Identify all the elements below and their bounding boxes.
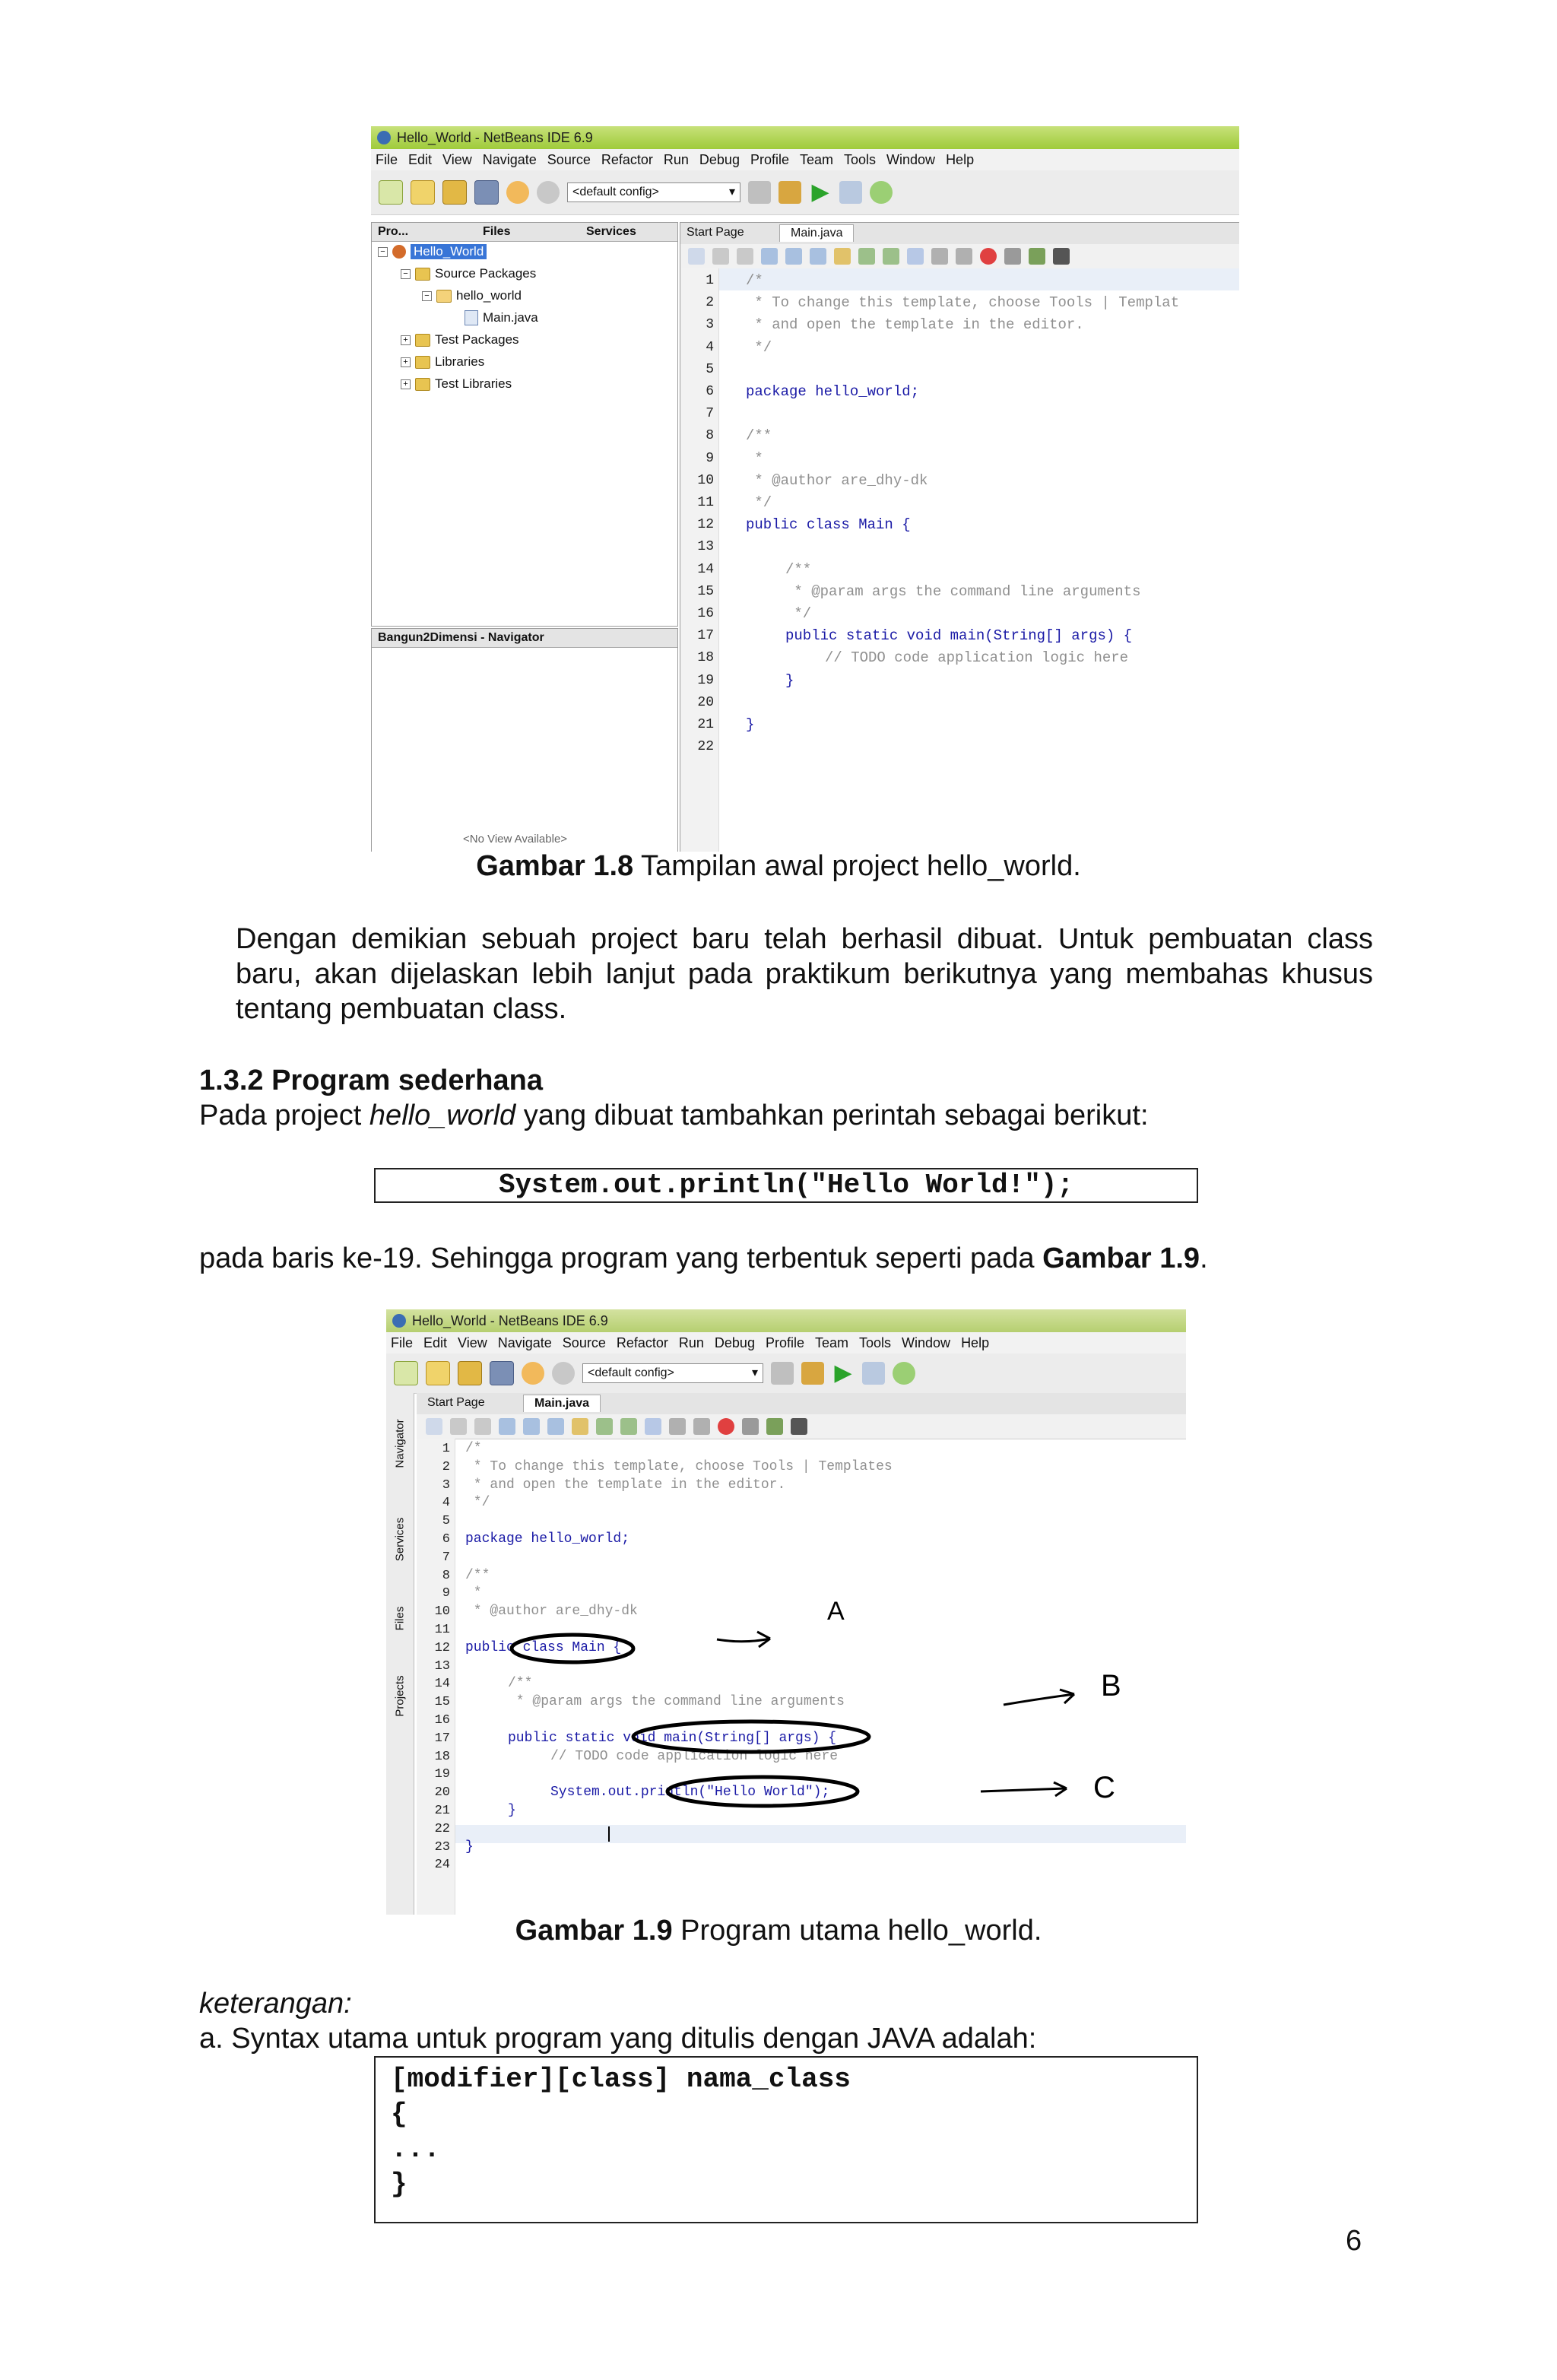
code-line: * @param args the command line arguments (785, 582, 1141, 600)
navigator-title: Bangun2Dimensi - Navigator (378, 631, 544, 644)
line-number: 8 (706, 428, 714, 444)
open-project-icon[interactable] (442, 180, 467, 205)
redo-icon[interactable] (537, 181, 560, 204)
code-line: /** (746, 427, 772, 445)
menu-item[interactable]: View (442, 151, 472, 167)
new-file-icon[interactable] (379, 180, 403, 205)
menu-item[interactable]: Help (961, 1334, 990, 1350)
collapse-icon[interactable]: − (422, 291, 432, 301)
line-number: 6 (706, 384, 714, 399)
editor-panel (680, 222, 1239, 852)
page-number: 6 (1346, 2225, 1362, 2257)
menu-item[interactable]: Debug (699, 151, 740, 167)
line-number: 12 (697, 517, 714, 533)
menu-item[interactable]: Navigate (482, 151, 537, 167)
line-number: 17 (434, 1731, 450, 1746)
arrow-a (717, 1632, 770, 1647)
code-line: package hello_world; (746, 383, 920, 400)
menu-item[interactable]: Window (886, 151, 936, 167)
code-line: * and open the template in the editor. (465, 1477, 786, 1493)
code-line: */ (465, 1495, 490, 1511)
syntax-line-1: [modifier][class] nama_class (391, 2064, 851, 2095)
line-number: 10 (434, 1604, 450, 1620)
figure-1-9-screenshot (386, 1309, 1186, 1915)
tree-item-project[interactable]: − Hello_World (378, 244, 487, 259)
back-icon[interactable] (737, 248, 753, 265)
menu-item[interactable]: Run (663, 151, 689, 167)
window-title: Hello_World - NetBeans IDE 6.9 (397, 129, 593, 145)
menu-item[interactable]: Refactor (601, 151, 653, 167)
code-line: * @author are_dhy-dk (746, 471, 928, 489)
run-icon[interactable]: ▶ (811, 179, 829, 205)
line-number: 4 (706, 339, 714, 355)
window-title: Hello_World - NetBeans IDE 6.9 (412, 1312, 608, 1328)
line-number: 1 (706, 273, 714, 288)
editor-toolbar (680, 244, 1239, 269)
bookmark-next-icon[interactable] (883, 248, 899, 265)
comment-icon[interactable] (1029, 248, 1045, 265)
line-number: 22 (697, 739, 714, 755)
code-line: * To change this template, choose Tools | Templat (746, 294, 1180, 312)
build-icon[interactable] (778, 181, 801, 204)
menu-item[interactable]: Profile (765, 1334, 804, 1350)
panel-tab-strip (372, 223, 677, 242)
code-line: /* (465, 1441, 482, 1456)
expand-icon[interactable]: + (401, 379, 411, 389)
find-icon[interactable] (761, 248, 778, 265)
section-heading: 1.3.2 Program sederhana (199, 1065, 543, 1096)
line-number: 4 (442, 1496, 450, 1511)
package-icon (436, 290, 452, 303)
line-number: 9 (442, 1586, 450, 1601)
toggle-bookmark-icon[interactable] (907, 248, 924, 265)
menu-bar (371, 149, 1239, 170)
line-number: 22 (434, 1821, 450, 1836)
save-all-icon[interactable] (474, 180, 499, 205)
history-icon[interactable] (712, 248, 729, 265)
code-line: /** (785, 560, 812, 578)
navigator-empty-text: <No View Available> (463, 833, 568, 846)
line-number: 24 (434, 1858, 450, 1873)
tab-main-java[interactable]: Main.java (779, 224, 854, 242)
line-number: 12 (434, 1640, 450, 1655)
expand-icon[interactable]: + (401, 335, 411, 345)
tab-start-page[interactable]: Start Page (687, 226, 744, 239)
tab-projects[interactable]: Pro... (378, 225, 409, 238)
code-line: * @author are_dhy-dk (465, 1604, 638, 1620)
side-tab-services[interactable]: Services (393, 1517, 407, 1562)
line-number: 2 (706, 295, 714, 311)
menu-item[interactable]: Team (814, 1334, 848, 1350)
side-tab-projects[interactable]: Projects (393, 1675, 407, 1717)
tree-item-main-java[interactable]: Main.java (465, 310, 538, 325)
line-number: 18 (434, 1749, 450, 1764)
run-icon[interactable]: ▶ (834, 1360, 852, 1385)
uncomment-icon[interactable] (1053, 248, 1070, 265)
line-number: 11 (434, 1623, 450, 1637)
debug-icon[interactable] (839, 181, 862, 204)
config-select[interactable]: <default config> ▾ (582, 1363, 763, 1383)
shift-right-icon[interactable] (956, 248, 972, 265)
line-number: 6 (442, 1532, 450, 1547)
annotation-layer (386, 1309, 1186, 1915)
notes-label: keterangan: (199, 1988, 352, 2020)
code-line: * (465, 1585, 482, 1601)
netbeans-logo-icon (377, 131, 391, 144)
collapse-icon[interactable]: − (401, 269, 411, 279)
menu-item[interactable]: File (376, 151, 398, 167)
syntax-box (374, 2056, 1198, 2223)
menu-item[interactable]: Tools (859, 1334, 892, 1350)
main-toolbar (371, 170, 1239, 215)
window-titlebar (371, 126, 1239, 149)
code-line: public class Main { (746, 516, 911, 534)
code-line: } (746, 716, 755, 733)
annotation-label-a: A (827, 1597, 845, 1626)
tree-item-source-packages[interactable]: − Source Packages (401, 266, 536, 281)
line-number: 7 (706, 406, 714, 422)
line-number: 14 (697, 561, 714, 577)
code-line: /** (508, 1676, 533, 1692)
undo-icon[interactable] (506, 181, 529, 204)
line-number: 3 (706, 317, 714, 333)
new-project-icon[interactable] (411, 180, 435, 205)
line-number: 7 (442, 1550, 450, 1565)
line-number: 15 (434, 1695, 450, 1710)
java-file-icon (465, 310, 478, 325)
figure-1-9-caption: Gambar 1.9 Program utama hello_world. (515, 1915, 1042, 1947)
menu-item[interactable]: Refactor (616, 1334, 668, 1350)
highlight-ellipse-a (512, 1635, 633, 1662)
menu-item[interactable]: Window (902, 1334, 951, 1350)
expand-icon[interactable]: + (401, 357, 411, 367)
menu-item[interactable]: Help (946, 151, 975, 167)
tree-item-test-libraries[interactable]: + Test Libraries (401, 376, 512, 392)
line-number: 5 (706, 361, 714, 377)
code-line: */ (785, 605, 812, 622)
figure-1-8-caption: Gambar 1.8 Tampilan awal project hello_world. (476, 850, 1081, 882)
folder-icon (415, 268, 430, 281)
side-tab-files[interactable]: Files (393, 1606, 407, 1631)
line-number: 1 (442, 1442, 450, 1456)
projects-panel (371, 222, 678, 627)
arrow-c (981, 1782, 1067, 1796)
record-macro-icon[interactable] (980, 248, 997, 265)
line-number: 8 (442, 1568, 450, 1583)
annotation-label-c: C (1093, 1771, 1115, 1804)
syntax-line-2: { (391, 2099, 407, 2130)
line-number: 20 (434, 1785, 450, 1801)
code-line: } (465, 1839, 474, 1855)
code-line: public static void main(String[] args) { (508, 1730, 837, 1746)
code-line: * @param args the command line arguments (508, 1694, 845, 1710)
code-line: package hello_world; (465, 1531, 630, 1547)
editor-tab-strip (680, 223, 1239, 245)
code-line: } (785, 671, 794, 689)
side-tab-navigator[interactable]: Navigator (393, 1419, 407, 1468)
arrow-b (1004, 1690, 1074, 1705)
menu-item[interactable]: Profile (750, 151, 789, 167)
code-line: */ (746, 494, 772, 511)
tree-item-package[interactable]: − hello_world (422, 288, 522, 303)
navigator-panel (371, 628, 678, 852)
coffee-cup-icon (392, 245, 406, 259)
syntax-line-4: } (391, 2169, 407, 2200)
source-view-icon[interactable] (688, 248, 705, 265)
line-number: 16 (697, 606, 714, 621)
menu-item[interactable]: Team (799, 151, 833, 167)
shift-left-icon[interactable] (931, 248, 948, 265)
menu-item[interactable]: Run (678, 1334, 704, 1350)
folder-icon (415, 334, 430, 347)
line-number: 14 (434, 1677, 450, 1692)
code-line: * (746, 449, 763, 467)
line-number: 11 (697, 495, 714, 510)
notes-item-a: a. Syntax utama untuk program yang ditulis dengan JAVA adalah: (199, 2023, 1037, 2055)
line-number: 19 (697, 672, 714, 688)
code-line: /** (465, 1567, 490, 1583)
line-number: 3 (442, 1477, 450, 1493)
folder-icon (415, 356, 430, 369)
current-line-highlight (719, 268, 1239, 290)
code-line: // TODO code application logic here (550, 1748, 839, 1764)
clean-build-icon[interactable] (748, 181, 771, 204)
bookmark-prev-icon[interactable] (858, 248, 875, 265)
code-line: System.out.println("Hello World"); (550, 1785, 830, 1801)
collapse-icon[interactable]: − (378, 247, 388, 257)
menu-item[interactable]: File (391, 1334, 414, 1350)
line-number: 2 (442, 1459, 450, 1474)
line-number: 18 (697, 650, 714, 666)
line-number: 17 (697, 628, 714, 644)
profile-icon[interactable] (870, 181, 893, 204)
find-previous-icon[interactable] (785, 248, 802, 265)
annotation-label-b: B (1101, 1669, 1121, 1702)
line-number: 10 (697, 472, 714, 488)
tab-main-java[interactable]: Main.java (523, 1395, 601, 1412)
highlight-ellipse-b (633, 1722, 869, 1752)
line-number: 15 (697, 583, 714, 599)
code-line: public class Main { (465, 1639, 622, 1655)
line-number: 19 (434, 1767, 450, 1782)
code-line: * To change this template, choose Tools | Templates (465, 1458, 893, 1474)
code-line: } (508, 1803, 516, 1818)
syntax-line-3: ... (391, 2134, 440, 2165)
tree-item-test-packages[interactable]: + Test Packages (401, 332, 519, 347)
tab-start-page[interactable]: Start Page (427, 1396, 485, 1409)
line-number: 13 (434, 1658, 450, 1674)
toggle-highlight-icon[interactable] (834, 248, 851, 265)
tab-services[interactable]: Services (586, 225, 636, 238)
code-line: */ (746, 338, 772, 356)
tree-item-libraries[interactable]: + Libraries (401, 354, 484, 370)
line-number: 13 (697, 539, 714, 555)
find-next-icon[interactable] (810, 248, 826, 265)
code-line: // TODO code application logic here (825, 649, 1129, 667)
code-box-println: System.out.println("Hello World!"); (374, 1168, 1198, 1203)
figure-1-8-screenshot (371, 126, 1239, 852)
line-number: 16 (434, 1713, 450, 1728)
menu-item[interactable]: Navigate (497, 1334, 552, 1350)
code-line: public static void main(String[] args) { (785, 627, 1133, 645)
code-line: * and open the template in the editor. (746, 316, 1084, 334)
menu-item[interactable]: Source (547, 151, 591, 167)
section-intro: Pada project hello_world yang dibuat tambahkan perintah sebagai berikut: (199, 1100, 1149, 1131)
menu-item[interactable]: Edit (423, 1334, 448, 1350)
tab-files[interactable]: Files (483, 225, 511, 238)
line-number: 21 (434, 1804, 450, 1818)
line-number: 23 (434, 1839, 450, 1855)
line-number: 5 (442, 1514, 450, 1529)
folder-icon (415, 378, 430, 391)
code-line: /* (746, 272, 763, 289)
after-code-text: pada baris ke-19. Sehingga program yang terbentuk seperti pada Gambar 1.9. (199, 1242, 1208, 1274)
highlight-ellipse-c (668, 1777, 858, 1806)
line-number: 21 (697, 717, 714, 732)
menu-item[interactable]: Edit (408, 151, 433, 167)
navigator-header (372, 629, 677, 648)
stop-macro-icon[interactable] (1004, 248, 1021, 265)
line-number: 20 (697, 694, 714, 710)
body-paragraph: Dengan demikian sebuah project baru telah berhasil dibuat. Untuk pembuatan class baru, akan dijelaskan lebih lanjut pada praktikum berikutnya yang membahas khusus tentang pembuatan class. (236, 923, 1373, 1025)
menu-item[interactable]: Debug (714, 1334, 755, 1350)
menu-item[interactable]: Source (562, 1334, 606, 1350)
line-number: 9 (706, 450, 714, 466)
config-select[interactable]: <default config> ▾ (567, 182, 740, 202)
menu-item[interactable]: Tools (844, 151, 877, 167)
menu-item[interactable]: View (458, 1334, 487, 1350)
